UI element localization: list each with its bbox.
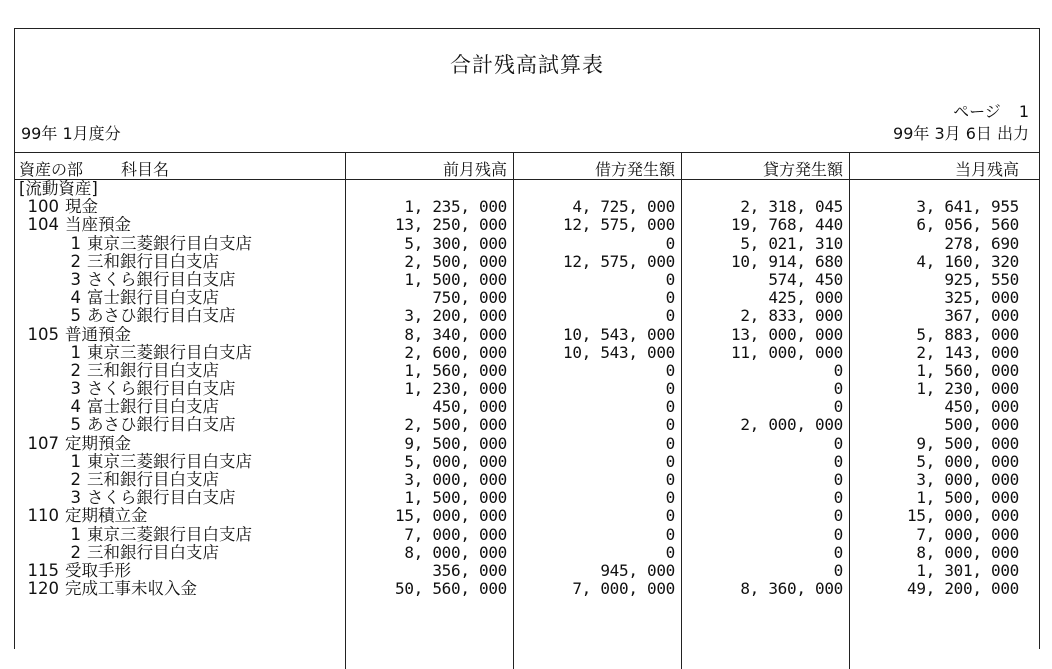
- table-row: [15, 326, 1039, 344]
- account-name-cell: [19, 380, 236, 398]
- credit-cell: 0: [833, 397, 843, 417]
- prev-balance-cell: 50, 560, 000: [395, 579, 507, 599]
- table-row: [15, 416, 1039, 434]
- table-row: [15, 235, 1039, 253]
- report-title: 合計残高試算表: [450, 53, 604, 77]
- account-name-cell: [19, 544, 219, 562]
- prev-balance-cell: 1, 500, 000: [404, 269, 507, 289]
- sub-account-number: 3: [70, 488, 81, 508]
- credit-cell: 0: [833, 379, 843, 399]
- table-row: [15, 544, 1039, 562]
- current-balance-cell: 9, 500, 000: [916, 433, 1019, 453]
- current-balance-cell: 1, 230, 000: [916, 379, 1019, 399]
- credit-cell: 0: [833, 524, 843, 544]
- prev-balance-cell: 5, 000, 000: [404, 451, 507, 471]
- account-name-cell: [19, 216, 131, 234]
- account-name-cell: [19, 562, 131, 580]
- prev-balance-cell: 8, 340, 000: [404, 324, 507, 344]
- debit-cell: 0: [665, 470, 675, 489]
- credit-cell: 0: [833, 488, 843, 508]
- credit-cell: 0: [833, 560, 843, 580]
- table-row: [15, 580, 1039, 598]
- table-row: [15, 362, 1039, 380]
- account-rows: [15, 180, 1039, 598]
- account-name-cell: [19, 235, 252, 253]
- prev-balance-cell: 1, 235, 000: [404, 197, 507, 217]
- prev-balance-cell: 1, 500, 000: [404, 488, 507, 508]
- account-name-cell: [19, 435, 131, 453]
- credit-cell: 574, 450: [768, 269, 843, 289]
- header-debit: 借方発生額: [594, 160, 675, 179]
- credit-cell: 0: [833, 470, 843, 489]
- account-name: さくら銀行目白支店: [87, 269, 236, 289]
- table-row: [15, 526, 1039, 544]
- prev-balance-cell: 450, 000: [432, 397, 507, 417]
- table-row: [15, 198, 1039, 216]
- debit-cell: 12, 575, 000: [563, 215, 675, 235]
- account-name: 普通預金: [65, 324, 131, 344]
- account-name-cell: [19, 198, 98, 216]
- debit-cell: 12, 575, 000: [563, 251, 675, 271]
- table-row: [15, 253, 1039, 271]
- current-balance-cell: 3, 641, 955: [916, 197, 1019, 217]
- current-balance-cell: 925, 550: [944, 269, 1019, 289]
- table-row: [15, 453, 1039, 471]
- account-name-cell: [19, 453, 252, 471]
- table-row: [15, 471, 1039, 489]
- account-name: 定期積立金: [65, 506, 148, 526]
- credit-cell: 5, 021, 310: [740, 233, 843, 253]
- debit-cell: 0: [665, 415, 675, 435]
- trial-balance-sheet: [14, 28, 1040, 649]
- account-name: さくら銀行目白支店: [87, 379, 236, 399]
- account-name-cell: [19, 289, 219, 307]
- prev-balance-cell: 2, 600, 000: [404, 342, 507, 362]
- account-name: 三和銀行目白支店: [87, 542, 219, 562]
- prev-balance-cell: 7, 000, 000: [404, 524, 507, 544]
- current-balance-cell: 49, 200, 000: [907, 579, 1019, 599]
- header-current-balance: 当月残高: [954, 160, 1019, 179]
- account-name: 完成工事未収入金: [65, 579, 197, 599]
- debit-cell: 0: [665, 306, 675, 326]
- sub-account-number: 2: [70, 251, 81, 271]
- account-name-cell: [19, 416, 236, 434]
- table-row: [15, 307, 1039, 325]
- table-row: [15, 289, 1039, 307]
- sub-account-number: 2: [70, 360, 81, 380]
- current-balance-cell: 450, 000: [944, 397, 1019, 417]
- current-balance-cell: 1, 301, 000: [916, 560, 1019, 580]
- table-header: [15, 152, 1039, 180]
- debit-cell: 10, 543, 000: [563, 342, 675, 362]
- page-label: ページ: [953, 102, 1001, 121]
- account-name-cell: [19, 180, 98, 198]
- account-name: 三和銀行目白支店: [87, 470, 219, 489]
- account-code: 104: [27, 215, 59, 235]
- credit-cell: 0: [833, 451, 843, 471]
- table-row: [15, 562, 1039, 580]
- account-code: 115: [27, 560, 59, 580]
- sub-account-number: 5: [70, 306, 81, 326]
- debit-cell: 10, 543, 000: [563, 324, 675, 344]
- sub-account-number: 2: [70, 542, 81, 562]
- current-balance-cell: 5, 000, 000: [916, 451, 1019, 471]
- sub-account-number: 3: [70, 379, 81, 399]
- account-name: 東京三菱銀行目白支店: [87, 342, 252, 362]
- credit-cell: 2, 318, 045: [740, 197, 843, 217]
- debit-cell: 0: [665, 269, 675, 289]
- current-balance-cell: 4, 160, 320: [916, 251, 1019, 271]
- prev-balance-cell: 2, 500, 000: [404, 415, 507, 435]
- header-credit: 貸方発生額: [762, 160, 843, 179]
- account-name: 東京三菱銀行目白支店: [87, 524, 252, 544]
- account-name-cell: [19, 271, 236, 289]
- account-name-cell: [19, 362, 219, 380]
- account-name: 受取手形: [65, 560, 131, 580]
- debit-cell: 7, 000, 000: [572, 579, 675, 599]
- account-name-cell: [19, 471, 219, 489]
- prev-balance-cell: 13, 250, 000: [395, 215, 507, 235]
- sub-account-number: 1: [70, 524, 81, 544]
- sub-account-number: 4: [70, 397, 81, 417]
- header-account-label: 科目名: [121, 160, 170, 179]
- account-code: 120: [27, 579, 59, 599]
- current-balance-cell: 367, 000: [944, 306, 1019, 326]
- prev-balance-cell: 3, 200, 000: [404, 306, 507, 326]
- current-balance-cell: 278, 690: [944, 233, 1019, 253]
- prev-balance-cell: 1, 230, 000: [404, 379, 507, 399]
- account-name-cell: [19, 307, 236, 325]
- credit-cell: 0: [833, 360, 843, 380]
- credit-cell: 0: [833, 433, 843, 453]
- table-row: [15, 507, 1039, 525]
- prev-balance-cell: 15, 000, 000: [395, 506, 507, 526]
- sub-account-number: 2: [70, 470, 81, 489]
- account-name: 三和銀行目白支店: [87, 360, 219, 380]
- account-name: 東京三菱銀行目白支店: [87, 233, 252, 253]
- current-balance-cell: 8, 000, 000: [916, 542, 1019, 562]
- debit-cell: 0: [665, 451, 675, 471]
- header-section-label: 資産の部: [19, 160, 84, 179]
- current-balance-cell: 1, 560, 000: [916, 360, 1019, 380]
- current-balance-cell: 6, 056, 560: [916, 215, 1019, 235]
- credit-cell: 2, 833, 000: [740, 306, 843, 326]
- credit-cell: 13, 000, 000: [731, 324, 843, 344]
- debit-cell: 0: [665, 488, 675, 508]
- debit-cell: 0: [665, 233, 675, 253]
- credit-cell: 19, 768, 440: [731, 215, 843, 235]
- current-balance-cell: 325, 000: [944, 288, 1019, 308]
- table-row: [15, 380, 1039, 398]
- table-row: [15, 216, 1039, 234]
- account-name: 三和銀行目白支店: [87, 251, 219, 271]
- account-name: 富士銀行目白支店: [87, 397, 219, 417]
- table-row: [15, 489, 1039, 507]
- table-row: [15, 180, 1039, 198]
- page-indicator: [953, 99, 1029, 122]
- table-row: [15, 271, 1039, 289]
- prev-balance-cell: 9, 500, 000: [404, 433, 507, 453]
- account-name: 当座預金: [65, 215, 131, 235]
- account-name-cell: [19, 398, 219, 416]
- prev-balance-cell: 1, 560, 000: [404, 360, 507, 380]
- credit-cell: 10, 914, 680: [731, 251, 843, 271]
- header-account: [19, 157, 169, 180]
- account-name-cell: [19, 326, 131, 344]
- header-prev-balance: 前月残高: [442, 160, 507, 179]
- account-name: 東京三菱銀行目白支店: [87, 451, 252, 471]
- debit-cell: 0: [665, 360, 675, 380]
- sub-account-number: 1: [70, 451, 81, 471]
- debit-cell: 0: [665, 433, 675, 453]
- prev-balance-cell: 3, 000, 000: [404, 470, 507, 489]
- report-period: 99年 1月度分: [21, 124, 121, 143]
- account-name: さくら銀行目白支店: [87, 488, 236, 508]
- current-balance-cell: 3, 000, 000: [916, 470, 1019, 489]
- account-name: 富士銀行目白支店: [87, 288, 219, 308]
- current-balance-cell: 500, 000: [944, 415, 1019, 435]
- sub-account-number: 1: [70, 233, 81, 253]
- credit-cell: 0: [833, 542, 843, 562]
- debit-cell: 0: [665, 379, 675, 399]
- table-row: [15, 435, 1039, 453]
- debit-cell: 0: [665, 524, 675, 544]
- sub-account-number: 1: [70, 342, 81, 362]
- account-name: あさひ銀行目白支店: [87, 415, 236, 435]
- account-name-cell: [19, 526, 252, 544]
- account-name: 現金: [65, 197, 98, 217]
- account-name-cell: [19, 580, 197, 598]
- account-code: 107: [27, 433, 59, 453]
- debit-cell: 0: [665, 288, 675, 308]
- credit-cell: 0: [833, 506, 843, 526]
- credit-cell: 8, 360, 000: [740, 579, 843, 599]
- prev-balance-cell: 750, 000: [432, 288, 507, 308]
- debit-cell: 0: [665, 397, 675, 417]
- account-code: 105: [27, 324, 59, 344]
- sub-account-number: 5: [70, 415, 81, 435]
- print-date: 99年 3月 6日 出力: [893, 124, 1029, 143]
- account-name: [流動資産]: [19, 179, 98, 198]
- account-name: 定期預金: [65, 433, 131, 453]
- debit-cell: 0: [665, 542, 675, 562]
- account-code: 110: [27, 506, 59, 526]
- current-balance-cell: 7, 000, 000: [916, 524, 1019, 544]
- credit-cell: 425, 000: [768, 288, 843, 308]
- page-number: 1: [1018, 102, 1029, 121]
- credit-cell: 2, 000, 000: [740, 415, 843, 435]
- debit-cell: 0: [665, 506, 675, 526]
- credit-cell: 11, 000, 000: [731, 342, 843, 362]
- table-row: [15, 398, 1039, 416]
- account-code: 100: [27, 197, 59, 217]
- current-balance-cell: 1, 500, 000: [916, 488, 1019, 508]
- debit-cell: 4, 725, 000: [572, 197, 675, 217]
- prev-balance-cell: 356, 000: [432, 560, 507, 580]
- prev-balance-cell: 8, 000, 000: [404, 542, 507, 562]
- account-name-cell: [19, 507, 148, 525]
- account-name-cell: [19, 344, 252, 362]
- current-balance-cell: 15, 000, 000: [907, 506, 1019, 526]
- prev-balance-cell: 2, 500, 000: [404, 251, 507, 271]
- table-row: [15, 344, 1039, 362]
- sub-account-number: 3: [70, 269, 81, 289]
- account-name-cell: [19, 489, 236, 507]
- sub-account-number: 4: [70, 288, 81, 308]
- current-balance-cell: 5, 883, 000: [916, 324, 1019, 344]
- current-balance-cell: 2, 143, 000: [916, 342, 1019, 362]
- account-name: あさひ銀行目白支店: [87, 306, 236, 326]
- account-name-cell: [19, 253, 219, 271]
- debit-cell: 945, 000: [600, 560, 675, 580]
- prev-balance-cell: 5, 300, 000: [404, 233, 507, 253]
